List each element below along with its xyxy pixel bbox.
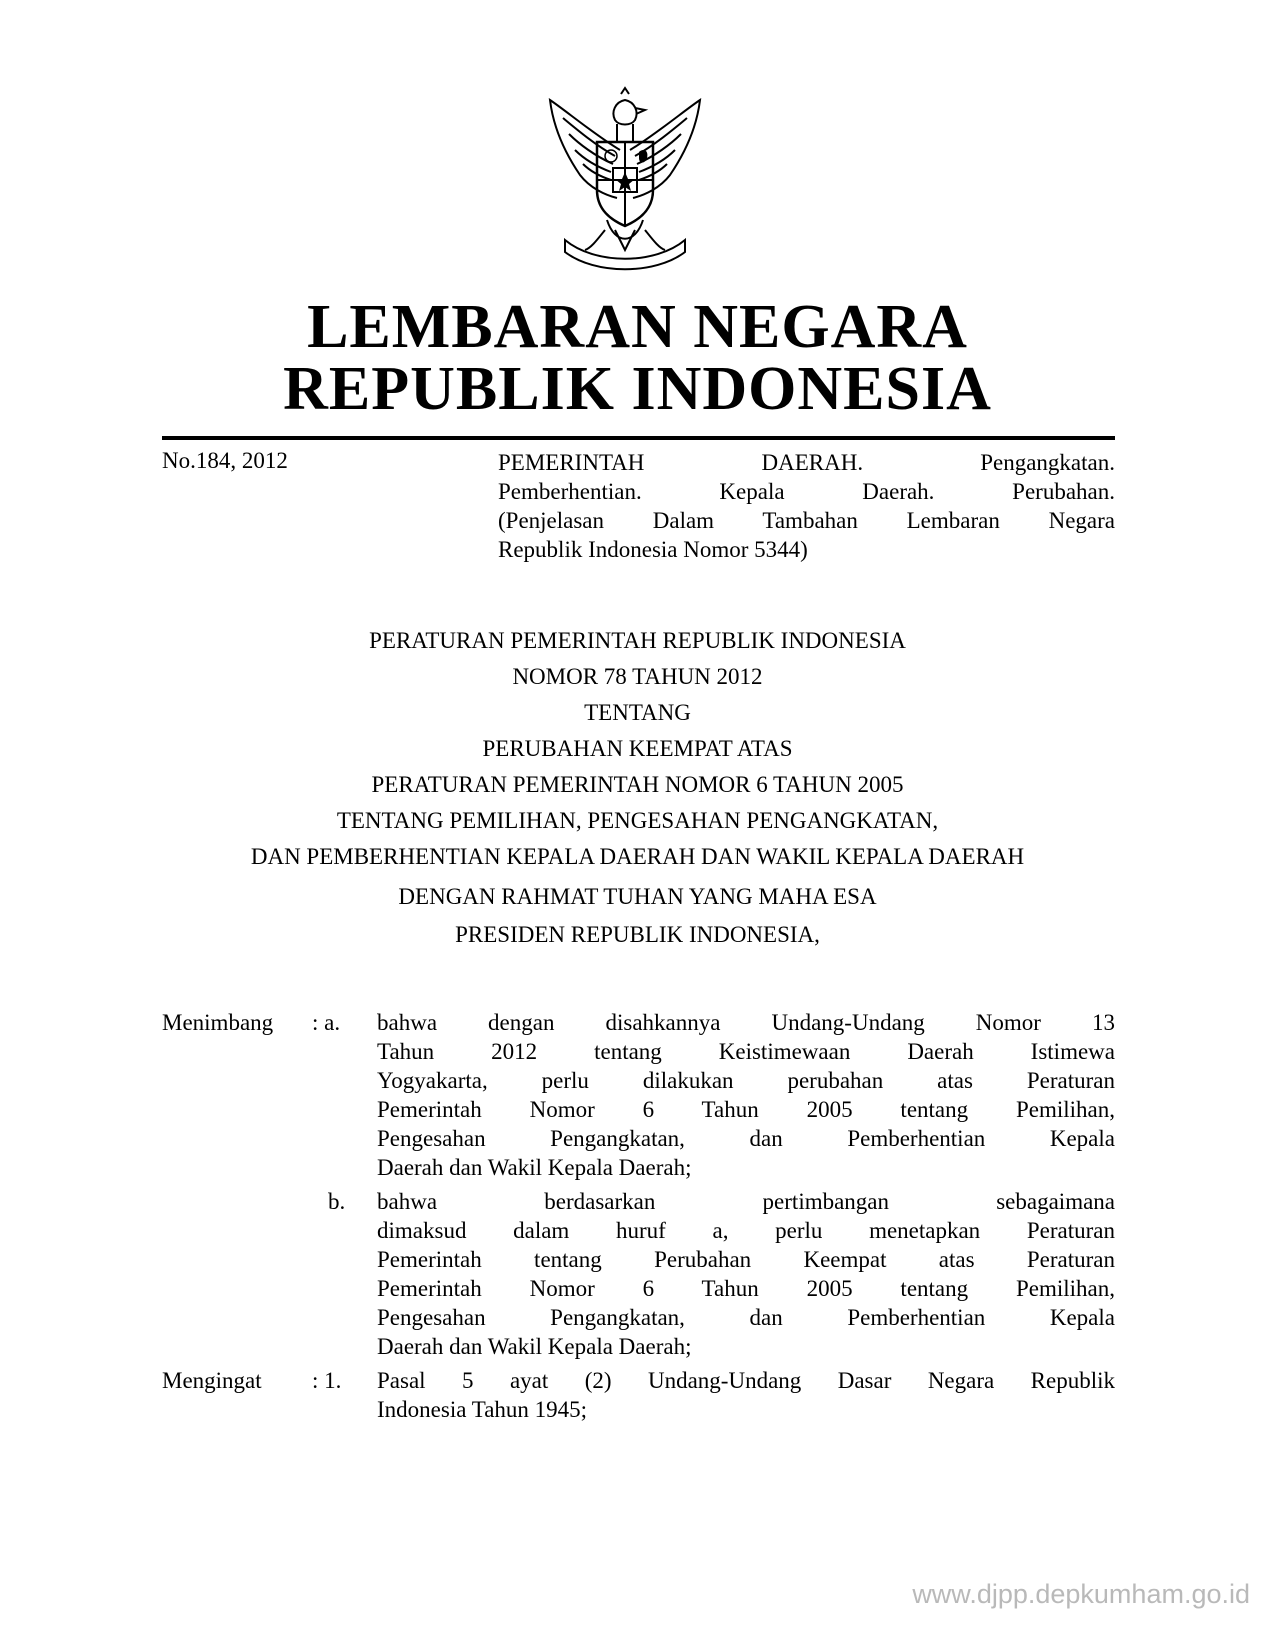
menimbang-marker-b: b. <box>328 1189 346 1214</box>
source-watermark: www.djpp.depkumham.go.id <box>912 1579 1250 1609</box>
regulation-title-line: PERUBAHAN KEEMPAT ATAS <box>482 736 793 761</box>
item-line: Pasal 5 ayat (2) Undang-Undang Dasar Negara Republik <box>377 1368 1115 1393</box>
item-line: bahwa berdasarkan pertimbangan sebagaimana <box>377 1189 1115 1214</box>
item-line: Tahun 2012 tentang Keistimewaan Daerah Istimewa <box>377 1039 1115 1064</box>
subject-line: (Penjelasan Dalam Tambahan Lembaran Negara <box>498 508 1115 533</box>
item-line: bahwa dengan disahkannya Undang-Undang Nomor 13 <box>377 1010 1115 1035</box>
regulation-title-line: PERATURAN PEMERINTAH NOMOR 6 TAHUN 2005 <box>371 772 904 797</box>
title-rule <box>162 436 1115 440</box>
regulation-title-line: PERATURAN PEMERINTAH REPUBLIK INDONESIA <box>369 628 906 653</box>
garuda-emblem-icon <box>535 80 715 280</box>
item-line: Yogyakarta, perlu dilakukan perubahan atas Peraturan <box>377 1068 1115 1093</box>
regulation-title-line: NOMOR 78 TAHUN 2012 <box>512 664 763 689</box>
item-line: Daerah dan Wakil Kepala Daerah; <box>377 1334 692 1359</box>
item-line: Pemerintah tentang Perubahan Keempat atas Peraturan <box>377 1247 1115 1272</box>
item-line: Pengesahan Pengangkatan, dan Pemberhentian Kepala <box>377 1305 1115 1330</box>
gazette-subtitle: REPUBLIK INDONESIA <box>283 355 992 423</box>
mengingat-marker-1: : 1. <box>312 1368 342 1393</box>
item-line: Pengesahan Pengangkatan, dan Pemberhentian Kepala <box>377 1126 1115 1151</box>
mengingat-item-1 <box>377 1366 1115 1424</box>
item-line: Pemerintah Nomor 6 Tahun 2005 tentang Pemilihan, <box>377 1097 1115 1122</box>
mengingat-label: Mengingat <box>162 1368 262 1393</box>
item-line: Daerah dan Wakil Kepala Daerah; <box>377 1155 692 1180</box>
item-line: dimaksud dalam huruf a, perlu menetapkan Peraturan <box>377 1218 1115 1243</box>
gazette-number: No.184, 2012 <box>162 448 288 473</box>
regulation-title-line: TENTANG <box>584 700 691 725</box>
opening-block <box>0 878 1275 954</box>
subject-line: PEMERINTAH DAERAH. Pengangkatan. <box>498 450 1115 475</box>
subject-line: Pemberhentian. Kepala Daerah. Perubahan. <box>498 479 1115 504</box>
gazette-title: LEMBARAN NEGARA <box>307 293 968 361</box>
opening-line: DENGAN RAHMAT TUHAN YANG MAHA ESA <box>398 884 877 909</box>
menimbang-label: Menimbang <box>162 1010 274 1035</box>
regulation-title-line: TENTANG PEMILIHAN, PENGESAHAN PENGANGKATAN, <box>336 808 939 833</box>
item-line: Indonesia Tahun 1945; <box>377 1397 588 1422</box>
item-line: Pemerintah Nomor 6 Tahun 2005 tentang Pemilihan, <box>377 1276 1115 1301</box>
gazette-subject <box>498 448 1115 564</box>
regulation-title-line: DAN PEMBERHENTIAN KEPALA DAERAH DAN WAKIL KEPALA DAERAH <box>250 844 1025 869</box>
opening-line: PRESIDEN REPUBLIK INDONESIA, <box>455 922 820 947</box>
subject-line: Republik Indonesia Nomor 5344) <box>498 537 808 562</box>
menimbang-item-a <box>377 1008 1115 1182</box>
menimbang-marker-a: : a. <box>312 1010 341 1035</box>
regulation-title <box>0 623 1275 875</box>
menimbang-item-b <box>377 1187 1115 1361</box>
